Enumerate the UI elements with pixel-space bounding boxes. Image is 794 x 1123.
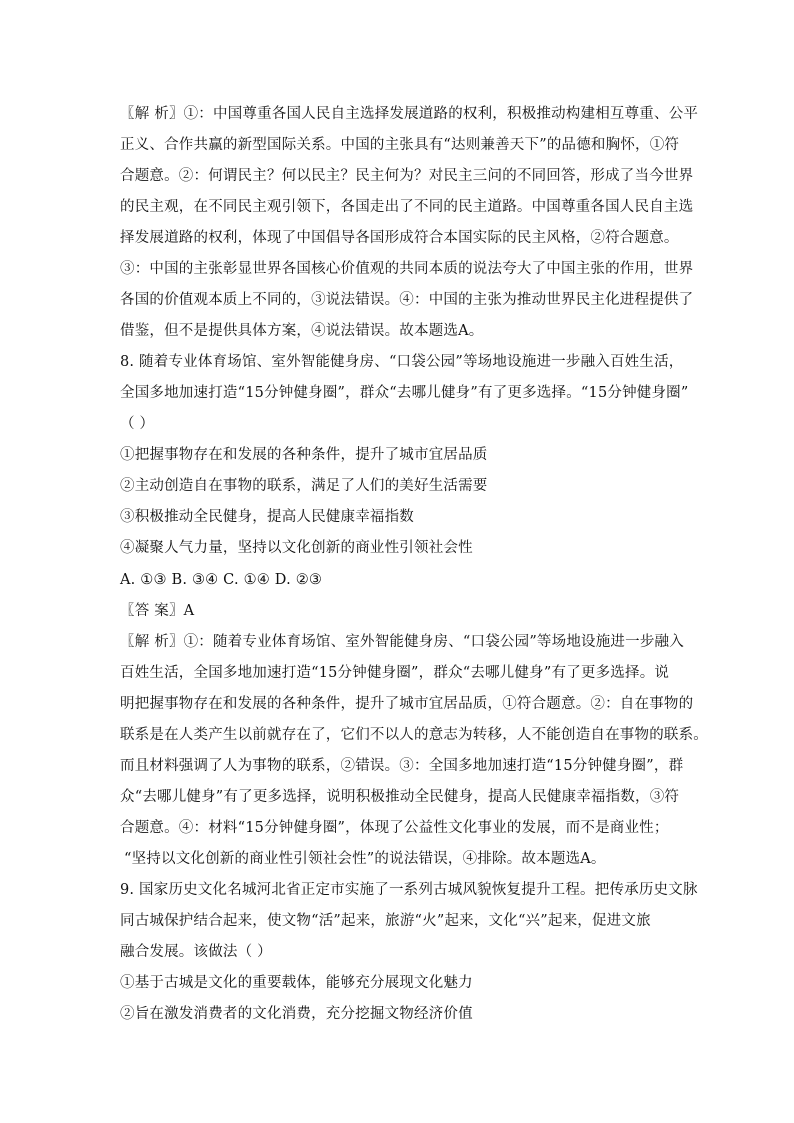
analysis-7-line-7: 各国的价值观本质上不同的，③说法错误。④：中国的主张为推动世界民主化进程提供了 [120,292,694,308]
analysis-7-line-1: 〖解 析〗①：中国尊重各国人民自主选择发展道路的权利，积极推动构建相互尊重、公平 [120,106,699,122]
question-8-option-1: ①把握事物存在和发展的各种条件，提升了城市宜居品质 [120,447,488,463]
analysis-7-line-5: 择发展道路的权利，体现了中国倡导各国形成符合本国实际的民主风格，②符合题意。 [120,230,679,246]
analysis-7-line-2: 正义、合作共赢的新型国际关系。中国的主张具有“达则兼善天下”的品德和胸怀，①符 [120,137,680,153]
question-8-option-3: ③积极推动全民健身，提高人民健康幸福指数 [120,509,414,525]
analysis-8-line-5: 而且材料强调了人为事物的联系，②错误。③：全国多地加速打造“15分钟健身圈”，群 [120,758,684,774]
analysis-7-line-4: 的民主观，在不同民主观引领下，各国走出了不同的民主道路。中国尊重各国人民自主选 [120,199,694,215]
analysis-8-line-4: 联系是在人类产生以前就存在了，它们不以人的意志为转移，人不能创造自在事物的联系。 [120,727,708,743]
analysis-7-line-3: 合题意。②：何谓民主？何以民主？民主何为？对民主三问的不同回答，形成了当今世界 [120,168,694,184]
question-8-stem-line-2: 全国多地加速打造“15分钟健身圈”，群众“去哪儿健身”有了更多选择。“15分钟健身圈” [120,385,689,401]
analysis-8-line-1: 〖解 析〗①：随着专业体育场馆、室外智能健身房、“口袋公园”等场地设施进一步融入 [120,634,684,650]
question-8-option-2: ②主动创造自在事物的联系，满足了人们的美好生活需要 [120,478,488,494]
analysis-8-line-2: 百姓生活，全国多地加速打造“15分钟健身圈”，群众“去哪儿健身”有了更多选择。说 [120,665,670,681]
question-9-option-1: ①基于古城是文化的重要载体，能够充分展现文化魅力 [120,975,473,991]
question-8-blank: （ ） [120,416,155,432]
analysis-8-line-7: 合题意。④：材料“15分钟健身圈”，体现了公益性文化事业的发展，而不是商业性； [120,820,669,836]
question-9-option-2: ②旨在激发消费者的文化消费，充分挖掘文物经济价值 [120,1006,473,1022]
question-9-stem-line-2: 同古城保护结合起来，使文物“活”起来，旅游“火”起来，文化“兴”起来，促进文旅 [120,913,651,929]
analysis-8-line-8: “坚持以文化创新的商业性引领社会性”的说法错误，④排除。故本题选A。 [124,851,606,867]
question-9-stem-line-3: 融合发展。该做法（ ） [120,944,272,960]
analysis-8-line-6: 众“去哪儿健身”有了更多选择，说明积极推动全民健身，提高人民健康幸福指数，③符 [120,789,680,805]
question-9-stem-line-1: 9. 国家历史文化名城河北省正定市实施了一系列古城风貌恢复提升工程。把传承历史文脉 [120,882,698,898]
question-8-choices: A. ①③ B. ③④ C. ①④ D. ②③ [120,572,323,588]
analysis-7-line-8: 借鉴，但不是提供具体方案，④说法错误。故本题选A。 [120,323,484,339]
analysis-7-line-6: ③：中国的主张彰显世界各国核心价值观的共同本质的说法夸大了中国主张的作用，世界 [120,261,694,277]
question-8-answer: 〖答 案〗A [120,603,195,619]
question-8-stem-line-1: 8. 随着专业体育场馆、室外智能健身房、“口袋公园”等场地设施进一步融入百姓生活， [120,354,684,370]
question-8-option-4: ④凝聚人气力量，坚持以文化创新的商业性引领社会性 [120,540,473,556]
analysis-8-line-3: 明把握事物存在和发展的各种条件，提升了城市宜居品质，①符合题意。②：自在事物的 [120,696,694,712]
